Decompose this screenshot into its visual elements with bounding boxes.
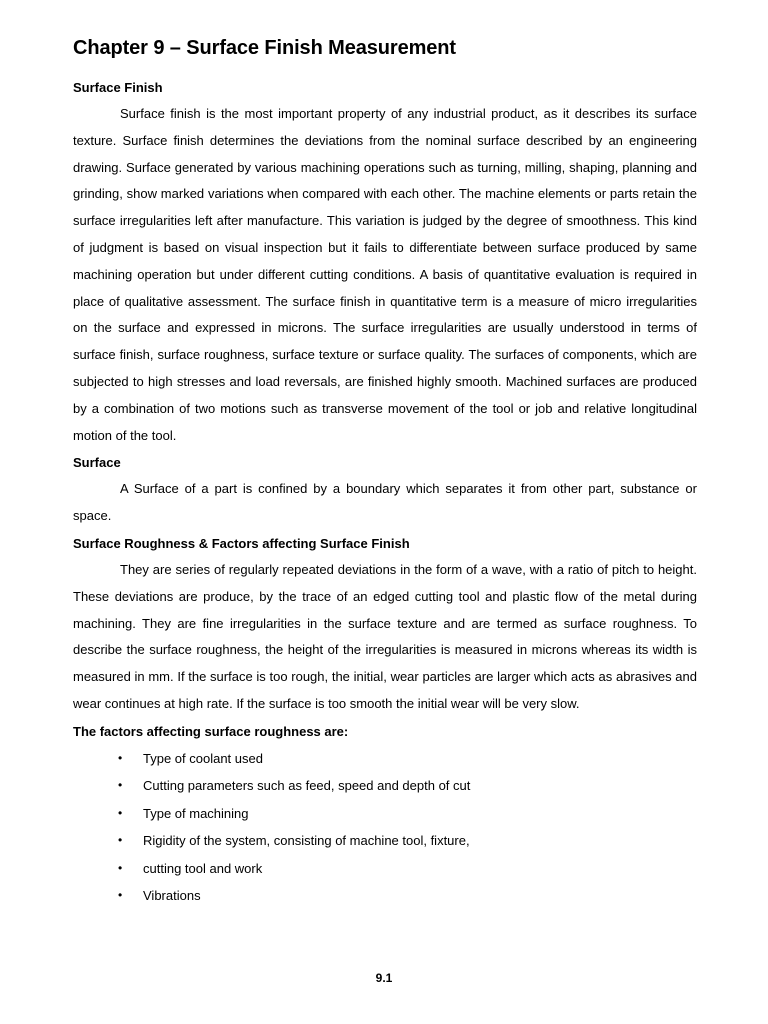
factor-text: Vibrations — [143, 888, 201, 904]
paragraph-surface: A Surface of a part is confined by a boundary which separates it from other part, substance or space. — [73, 481, 697, 524]
bullet-icon: • — [118, 860, 123, 875]
factor-text: cutting tool and work — [143, 860, 263, 876]
factors-list — [73, 745, 697, 910]
list-item — [73, 827, 697, 855]
chapter-title: Chapter 9 – Surface Finish Measurement — [73, 37, 456, 59]
list-item — [73, 800, 697, 828]
document-page — [73, 34, 697, 910]
paragraph-surface-roughness: They are series of regularly repeated deviations in the form of a wave, with a ratio of pitch to height. These deviations are produce, by the trace of an edged cutting tool and plastic flow of the metal during machining. They are fine irregularities in the surface texture and are termed as surface roughness. To describe the surface roughness, the height of the irregularities is measured in microns whereas its width is measured in mm. If the surface is too rough, the initial, wear particles are larger which acts as abrasives and wear continues at high rate. If the surface is too smooth the initial wear will be very slow. — [73, 561, 697, 711]
bullet-icon: • — [118, 888, 123, 903]
heading-surface-roughness: Surface Roughness & Factors affecting Surface Finish — [73, 535, 410, 551]
factor-text: Type of coolant used — [143, 750, 263, 766]
factor-text: Type of machining — [143, 805, 249, 821]
list-item — [73, 772, 697, 800]
heading-surface-finish: Surface Finish — [73, 80, 163, 95]
list-item — [73, 745, 697, 773]
paragraph-surface-finish: Surface finish is the most important property of any industrial product, as it describes its surface texture. Surface finish determines the deviations from the nominal surface described by an engineering drawing. Surface generated by various machining operations such as turning, milling, shaping, planning and grinding, show marked variations when compared with each other. The machine elements or parts retain the surface irregularities left after manufacture. This variation is judged by the degree of smoothness. This kind of judgment is based on visual inspection but it fails to differentiate between surface produced by same machining operation but under different cutting conditions. A basis of quantitative evaluation is required in place of qualitative assessment. The surface finish in quantitative term is a measure of micro irregularities on the surface and expressed in microns. The surface irregularities are usually understood in terms of surface finish, surface roughness, surface texture or surface quality. The surfaces of components, which are subjected to high stresses and load reversals, are finished highly smooth. Machined surfaces are produced by a combination of two motions such as transverse movement of the tool or job and relative longitudinal motion of the tool. — [73, 106, 697, 443]
factors-intro: The factors affecting surface roughness are: — [73, 723, 349, 739]
factor-text: Cutting parameters such as feed, speed and depth of cut — [143, 778, 471, 794]
factor-text: Rigidity of the system, consisting of machine tool, fixture, — [143, 833, 470, 849]
list-item — [73, 855, 697, 883]
page-number: 9.1 — [375, 971, 393, 985]
heading-surface: Surface — [73, 455, 121, 471]
list-item — [73, 882, 697, 910]
bullet-icon: • — [118, 805, 123, 820]
bullet-icon: • — [118, 833, 123, 848]
bullet-icon: • — [118, 750, 123, 765]
bullet-icon: • — [118, 778, 123, 793]
